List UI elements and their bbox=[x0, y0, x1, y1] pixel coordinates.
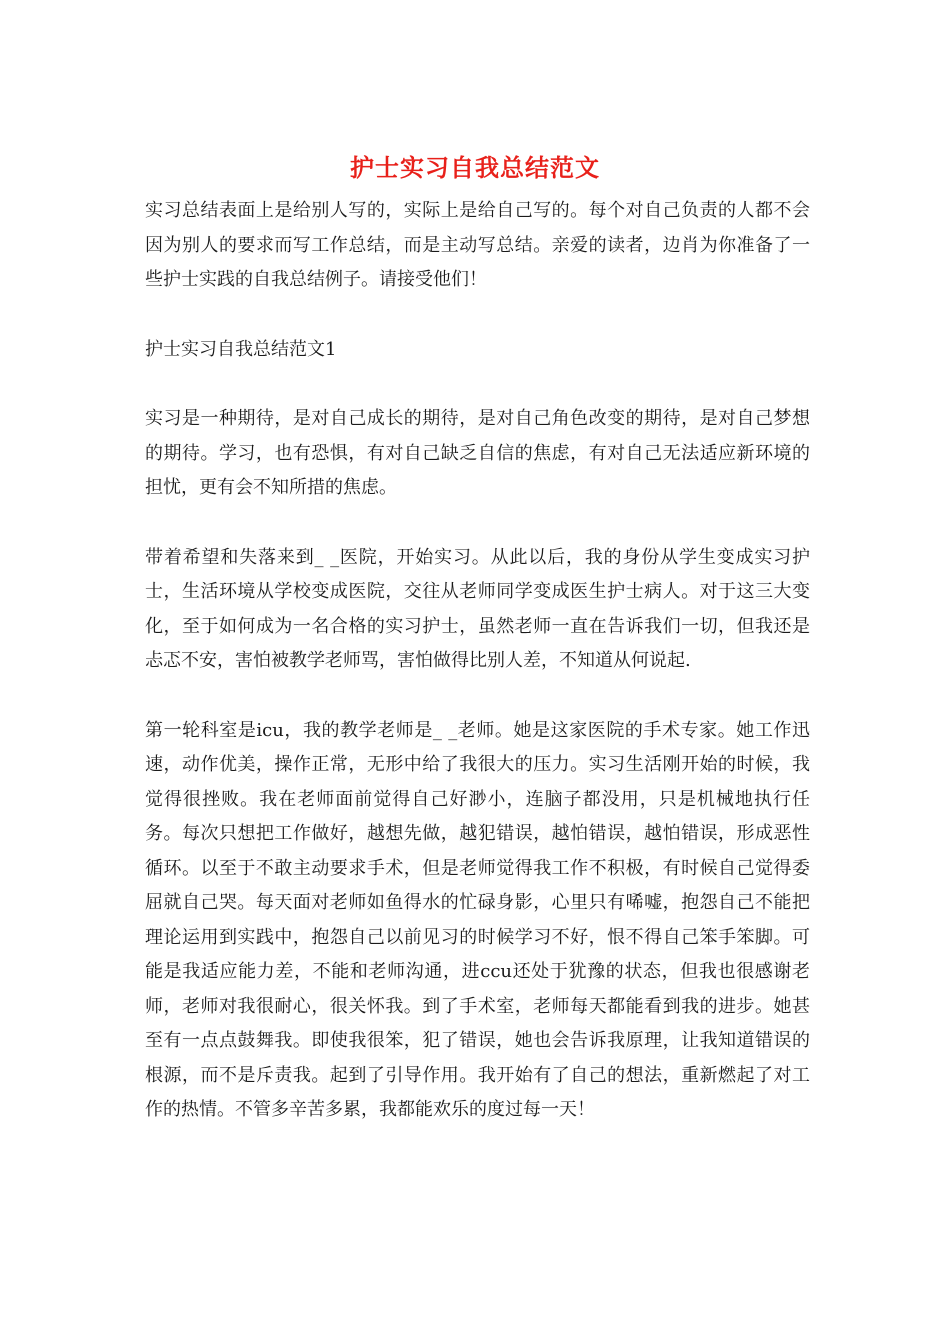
intro-paragraph: 实习总结表面上是给别人写的，实际上是给自己写的。每个对自己负责的人都不会因为别人的要求而写工作总结，而是主动写总结。亲爱的读者，边肖为你准备了一些护士实践的自我总结例子。请接受他们！ bbox=[145, 200, 810, 290]
document-body bbox=[145, 194, 810, 1163]
body-paragraph: 带着希望和失落来到_ _医院，开始实习。从此以后，我的身份从学生变成实习护士，生活环境从学校变成医院，交往从老师同学变成医生护士病人。对于这三大变化，至于如何成为一名合格的实习护士，虽然老师一直在告诉我们一切，但我还是忐忑不安，害怕被教学老师骂，害怕做得比别人差，不知道从何说起. bbox=[145, 546, 810, 671]
document-title: 护士实习自我总结范文 bbox=[350, 153, 600, 182]
body-paragraph: 实习是一种期待，是对自己成长的期待，是对自己角色改变的期待，是对自己梦想的期待。学习，也有恐惧，有对自己缺乏自信的焦虑，有对自己无法适应新环境的担忧，更有会不知所措的焦虑。 bbox=[145, 408, 810, 498]
section-heading: 护士实习自我总结范文1 bbox=[145, 338, 337, 360]
body-paragraph: 第一轮科室是icu，我的教学老师是_ _老师。她是这家医院的手术专家。她工作迅速，动作优美，操作正常，无形中给了我很大的压力。实习生活刚开始的时候，我觉得很挫败。我在老师面前觉得自己好渺小，连脑子都没用，只是机械地执行任务。每次只想把工作做好，越想先做，越犯错误，越怕错误，越怕错误，形成恶性循环。以至于不敢主动要求手术，但是老师觉得我工作不积极，有时候自己觉得委屈就自己哭。每天面对老师如鱼得水的忙碌身影，心里只有唏嘘，抱怨自己不能把理论运用到实践中，抱怨自己以前见习的时候学习不好，恨不得自己笨手笨脚。可能是我适应能力差，不能和老师沟通，进ccu还处于犹豫的状态，但我也很感谢老师，老师对我很耐心，很关怀我。到了手术室，老师每天都能看到我的进步。她甚至有一点点鼓舞我。即使我很笨，犯了错误，她也会告诉我原理，让我知道错误的根源，而不是斥责我。起到了引导作用。我开始有了自己的想法，重新燃起了对工作的热情。不管多辛苦多累，我都能欢乐的度过每一天！ bbox=[145, 719, 810, 1120]
